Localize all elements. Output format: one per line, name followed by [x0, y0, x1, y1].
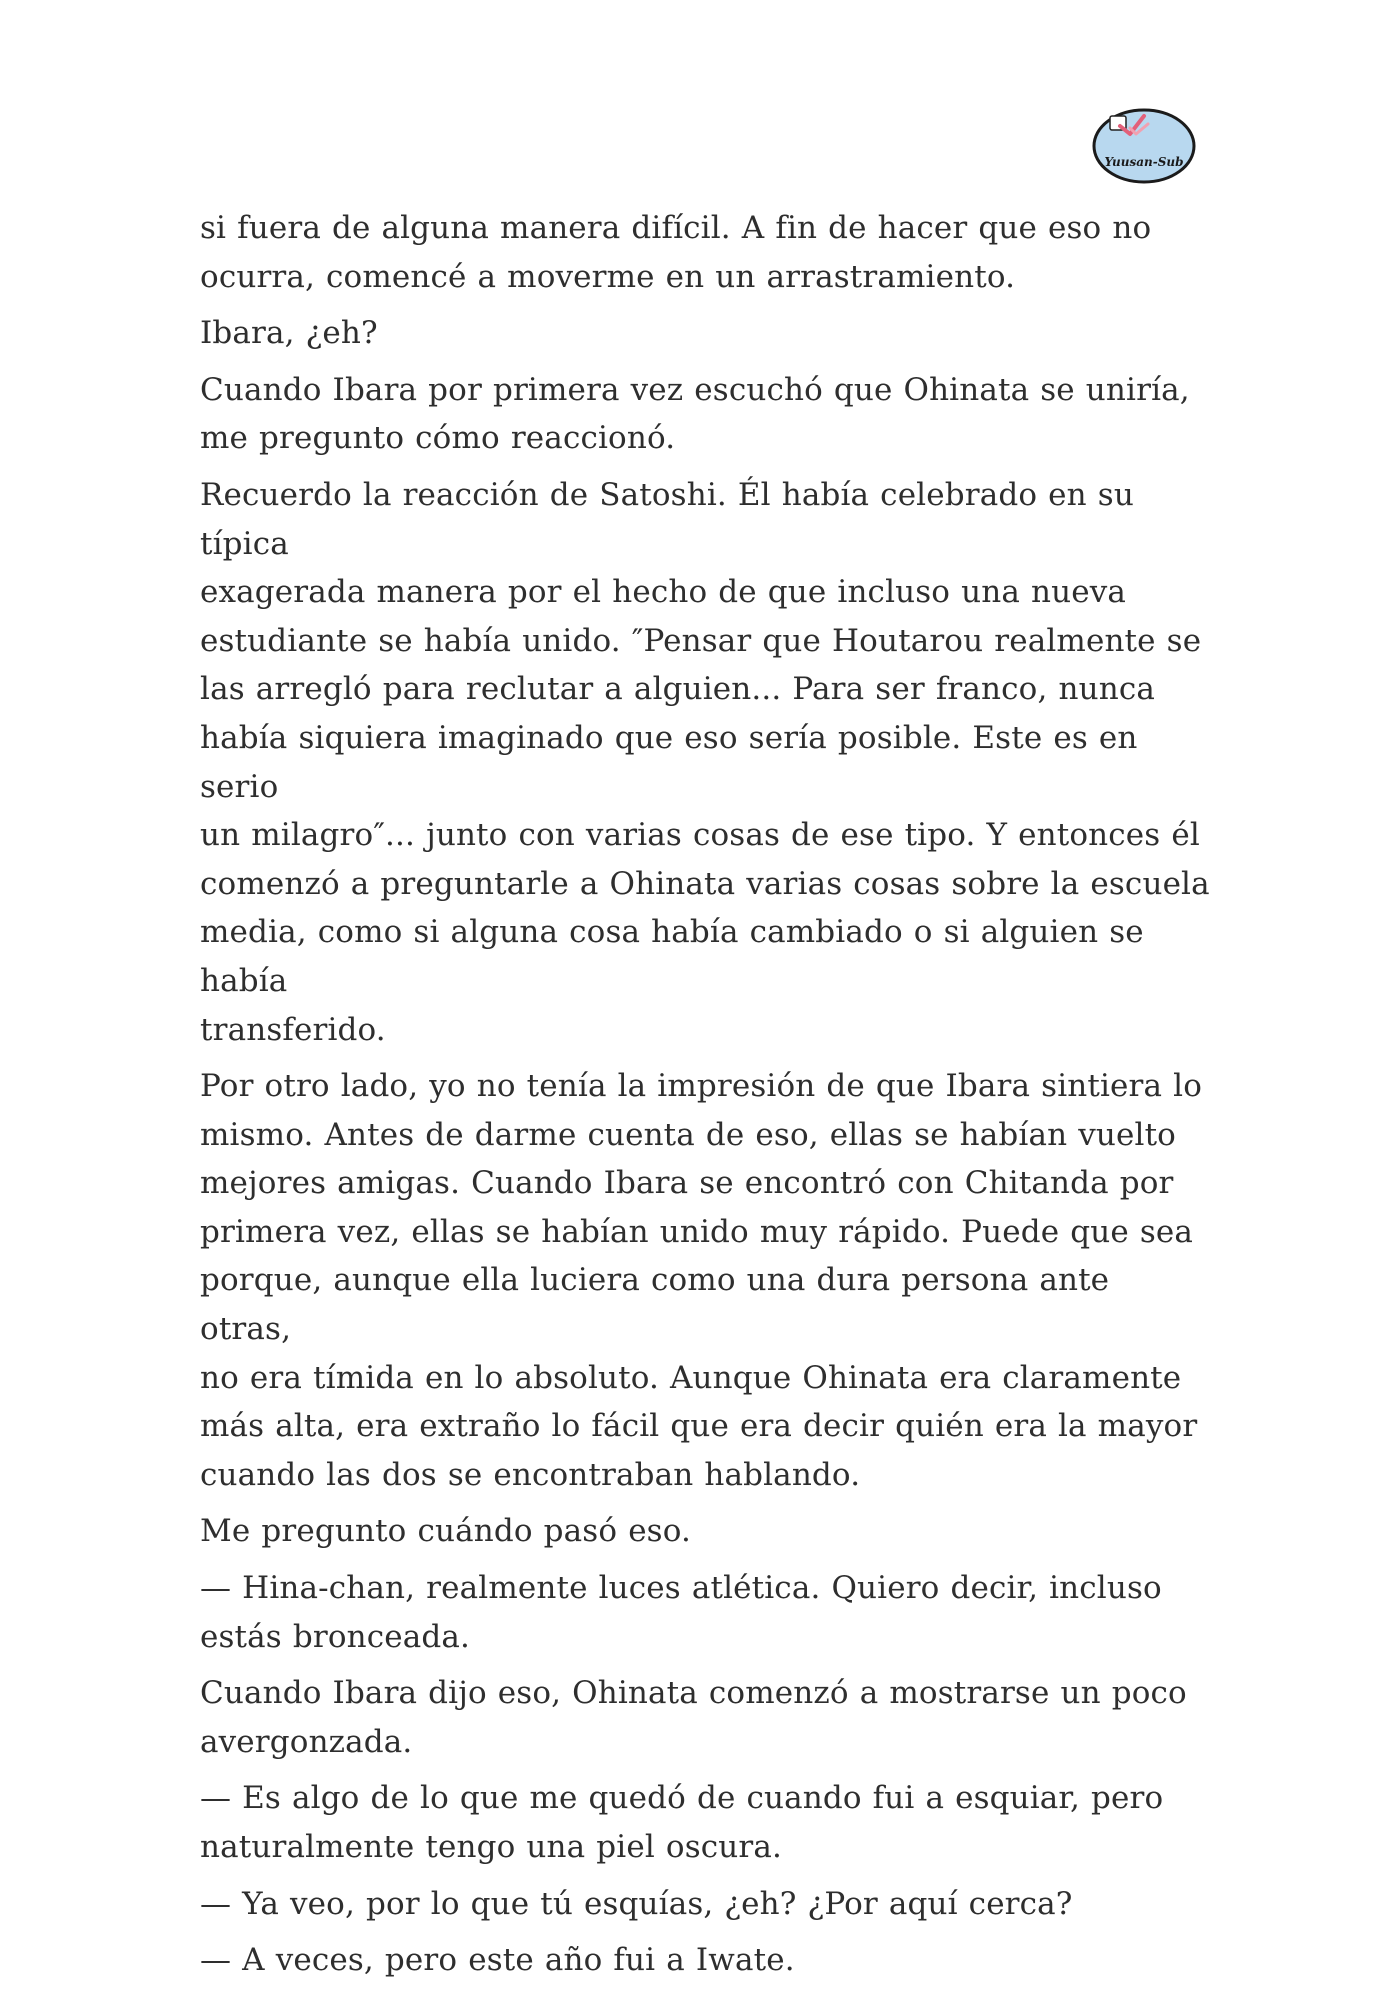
logo-text: Yuusan-Sub: [1104, 155, 1184, 169]
scanlation-logo: [1090, 104, 1198, 184]
paragraph-6: Me pregunto cuándo pasó eso.: [200, 1513, 692, 1550]
page-body: [200, 204, 1210, 1993]
paragraph-2: Ibara, ¿eh?: [200, 315, 378, 352]
paragraph-3: Cuando Ibara por primera vez escuchó que Ohinata se uniría, me pregunto cómo reaccionó.: [200, 371, 1190, 457]
dialogue-line-2: — Es algo de lo que me quedó de cuando fui a esquiar, pero naturalmente tengo una piel oscura.: [200, 1780, 1164, 1865]
paragraph-4: Recuerdo la reacción de Satoshi. Él había celebrado en su típica exagerada manera por el hecho de que incluso una nueva estudiante se había unido. ″Pensar que Houtarou realmente se las arregló para reclutar a alguien... Para ser franco, nunca había siquiera imaginado que eso sería posible. Este es en serio un milagro″... junto con varias cosas de ese tipo. Y entonces él comenzó a preguntarle a Ohinata varias cosas sobre la escuela media, como si alguna cosa había cambiado o si alguien se había transferido.: [200, 476, 1210, 1048]
paragraph-7: Cuando Ibara dijo eso, Ohinata comenzó a mostrarse un poco avergonzada.: [200, 1675, 1187, 1760]
paragraph-1: si fuera de alguna manera difícil. A fin de hacer que eso no ocurra, comencé a moverme en un arrastramiento.: [200, 210, 1152, 295]
dialogue-line-4: — A veces, pero este año fui a Iwate.: [200, 1942, 795, 1979]
logo-badge-icon: [1090, 104, 1198, 184]
paragraph-5: Por otro lado, yo no tenía la impresión de que Ibara sintiera lo mismo. Antes de darme cuenta de eso, ellas se habían vuelto mejores amigas. Cuando Ibara se encontró con Chitanda por primera vez, ellas se habían unido muy rápido. Puede que sea porque, aunque ella luciera como una dura persona ante otras, no era tímida en lo absoluto. Aunque Ohinata era claramente más alta, era extraño lo fácil que era decir quién era la mayor cuando las dos se encontraban hablando.: [200, 1068, 1203, 1493]
dialogue-line-1: — Hina-chan, realmente luces atlética. Quiero decir, incluso estás bronceada.: [200, 1570, 1162, 1655]
dialogue-line-3: — Ya veo, por lo que tú esquías, ¿eh? ¿Por aquí cerca?: [200, 1885, 1073, 1922]
